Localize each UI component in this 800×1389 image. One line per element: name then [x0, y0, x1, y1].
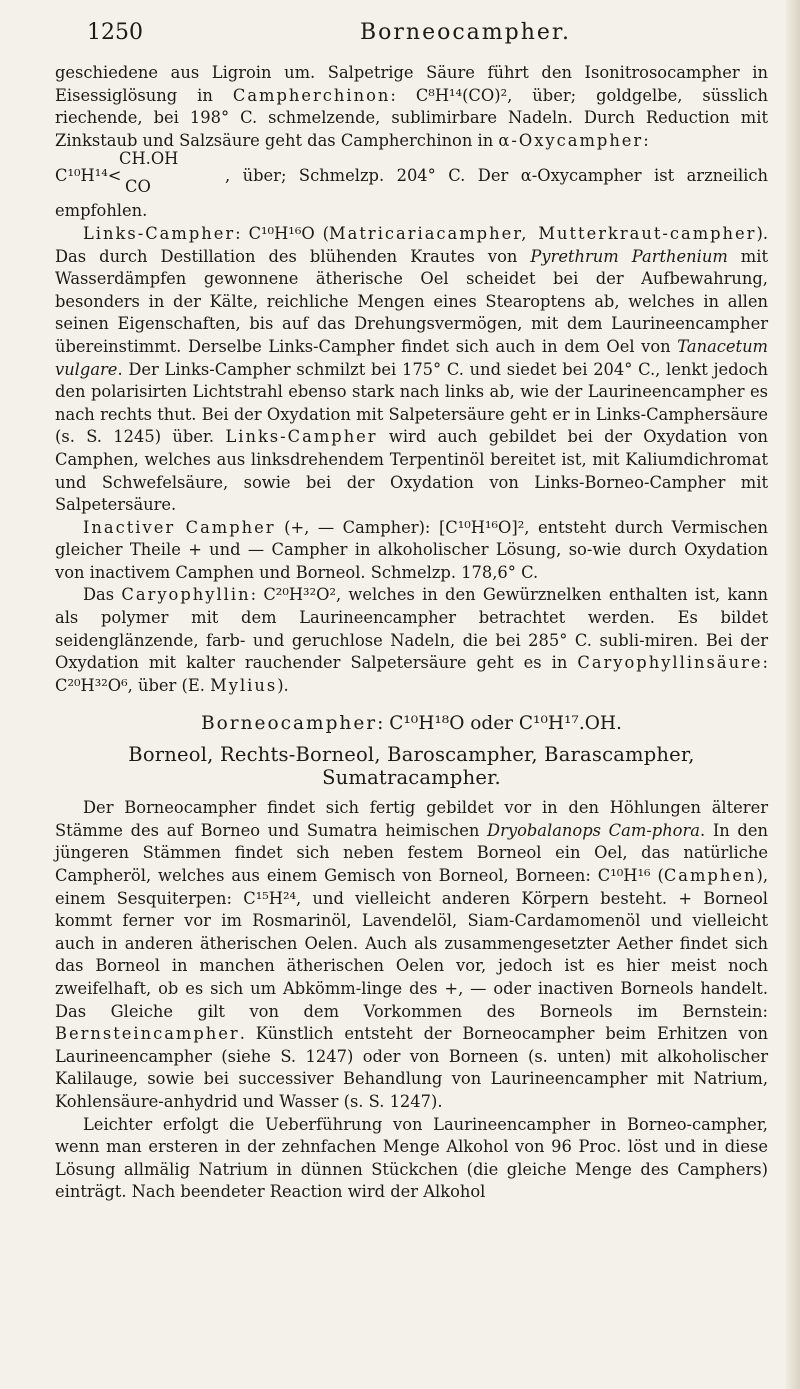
- body-text: [55, 62, 768, 1204]
- page-header: [55, 18, 768, 48]
- paragraph-campherchinon: geschiedene aus Ligroin um. Salpetrige Säure führt den Isonitrosocampher in Eisessiglösung in Campherchinon: C⁸H¹⁴(CO)², über; goldgelbe, süsslich riechende, bei 198° C. schmelzende, sublimirbare Nadeln. Durch Reduction mit Zinkstaub und Salzsäure geht das Campherchinon in α-Oxycampher:: [55, 63, 768, 150]
- paragraph-inactiver-campher: Inactiver Campher (+, — Campher): [C¹⁰H¹⁶O]², entsteht durch Vermischen gleicher Theile + und — Campher in alkoholischer Lösung, so-wie durch Oxydation von inactivem Camphen und Borneol. Schmelzp. 178,6° C.: [55, 517, 768, 582]
- book-page: [55, 18, 768, 1204]
- section-heading-borneocampher: Borneocampher: C¹⁰H¹⁸O oder C¹⁰H¹⁷.OH.: [201, 713, 622, 735]
- paragraph-empfohlen: empfohlen.: [55, 201, 148, 221]
- running-title: Borneocampher.: [360, 20, 572, 45]
- page-number: 1250: [87, 20, 143, 45]
- formula-lower-group: CO: [125, 177, 151, 197]
- formula-prefix: C¹⁰H¹⁴<: [55, 166, 122, 186]
- page-edge-shadow: [786, 0, 800, 1389]
- formula-upper-group: CH.OH: [119, 149, 179, 169]
- structural-formula-oxycampher: [55, 149, 768, 200]
- paragraph-preparation: Leichter erfolgt die Ueberführung von Laurineencampher in Borneo-campher, wenn man ersteren in der zehnfachen Menge Alkohol von 96 Proc. löst und in diese Lösung allmälig Natrium in dünnen Stückchen (die gleiche Menge des Camphers) einträgt. Nach beendeter Reaction wird der Alkohol: [55, 1114, 768, 1202]
- formula-continuation: , über; Schmelzp. 204° C. Der α-Oxycampher ist arzneilich: [225, 166, 768, 186]
- section-subheading-synonyms: Borneol, Rechts-Borneol, Baroscampher, Barascampher, Sumatracampher.: [128, 743, 695, 789]
- paragraph-links-campher: Links-Campher: C¹⁰H¹⁶O (Matricariacampher, Mutterkraut-campher). Das durch Destillation des blühenden Krautes von Pyrethrum Parthenium mit Wasserdämpfen gewonnene ätherische Oel scheidet bei der Aufbewahrung, besonders in der Kälte, reichliche Mengen eines Stearoptens ab, welches in allen seinen Eigenschaften, bis auf das Drehungsvermögen, mit dem Laurineencampher übereinstimmt. Derselbe Links-Campher findet sich auch in dem Oel von Tanacetum vulgare. Der Links-Campher schmilzt bei 175° C. und siedet bei 204° C., lenkt jedoch den polarisirten Lichtstrahl ebenso stark nach links ab, wie der Laurineencampher es nach rechts thut. Bei der Oxydation mit Salpetersäure geht er in Links-Camphersäure (s. S. 1245) über. Links-Campher wird auch gebildet bei der Oxydation von Camphen, welches aus linksdrehendem Terpentinöl bereitet ist, mit Kaliumdichromat und Schwefelsäure, sowie bei der Oxydation von Links-Borneo-Campher mit Salpetersäure.: [55, 223, 768, 515]
- paragraph-borneocampher-occurrence: Der Borneocampher findet sich fertig gebildet vor in den Höhlungen älterer Stämme des auf Borneo und Sumatra heimischen Dryobalanops Cam-phora. In den jüngeren Stämmen findet sich neben festem Borneol ein Oel, das natürliche Campheröl, welches aus einem Gemisch von Borneol, Borneen: C¹⁰H¹⁶ (Camphen), einem Sesquiterpen: C¹⁵H²⁴, und vielleicht anderen Körpern besteht. + Borneol kommt ferner vor im Rosmarinöl, Lavendelöl, Siam-Cardamomenöl und vielleicht auch in anderen ätherischen Oelen. Auch als zusammengesetzter Aether findet sich das Borneol in manchen ätherischen Oelen vor, jedoch ist es hier meist noch zweifelhaft, ob es sich um Abkömm-linge des +, — oder inactiven Borneols handelt. Das Gleiche gilt von dem Vorkommen des Borneols im Bernstein: Bernsteincampher. Künstlich entsteht der Borneocampher beim Erhitzen von Laurineencampher (siehe S. 1247) oder von Borneen (s. unten) mit alkoholischer Kalilauge, sowie bei successiver Behandlung von Laurineencampher mit Natrium, Kohlensäure-anhydrid und Wasser (s. S. 1247).: [55, 798, 768, 1111]
- paragraph-caryophyllin: Das Caryophyllin: C²⁰H³²O², welches in den Gewürznelken enthalten ist, kann als polymer mit dem Laurineencampher betrachtet werden. Es bildet seidenglänzende, farb- und geruchlose Nadeln, die bei 285° C. subli-miren. Bei der Oxydation mit kalter rauchender Salpetersäure geht es in Caryophyllinsäure: C²⁰H³²O⁶, über (E. Mylius).: [55, 585, 768, 695]
